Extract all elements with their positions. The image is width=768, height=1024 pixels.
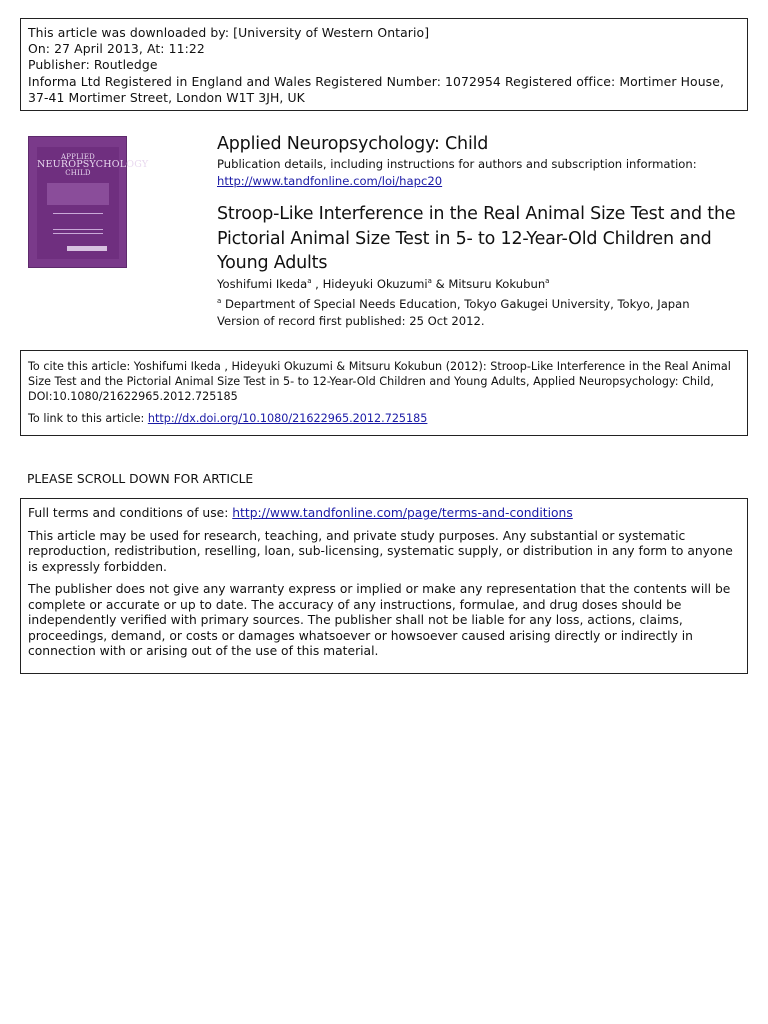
- terms-link[interactable]: http://www.tandfonline.com/page/terms-and-conditions: [232, 506, 573, 520]
- cover-title: [37, 153, 149, 177]
- citation-text: To cite this article: Yoshifumi Ikeda , Hideyuki Okuzumi & Mitsuru Kokubun (2012): Stroop-Like Interference in the Real Animal Size Test and the Pictorial Animal Size Test in 5- to 12-Year-Old Children and Young Adults, Applied Neuropsychology: Child, DOI:10.1080/21622965.2012.725185: [28, 360, 731, 403]
- cover-text-line: [53, 233, 103, 234]
- download-notice-box: [20, 18, 748, 111]
- journal-title: Applied Neuropsychology: Child: [217, 134, 489, 154]
- disclaimer-paragraph: The publisher does not give any warranty express or implied or make any representation that the contents will be complete or accurate or up to date. The accuracy of any instructions, formulae, and drug doses should be independently verified with primary sources. The publisher shall not be liable for any loss, actions, claims, proceedings, demand, or costs or damages whatsoever or howsoever caused arising directly or indirectly in connection with or arising out of the use of this material.: [28, 582, 731, 658]
- citation-box: [20, 350, 748, 436]
- affiliation-text: Department of Special Needs Education, Tokyo Gakugei University, Tokyo, Japan: [224, 297, 690, 311]
- affiliation-marker: a: [217, 297, 222, 305]
- doi-link[interactable]: http://dx.doi.org/10.1080/21622965.2012.725185: [147, 412, 428, 425]
- cover-text-line: [53, 213, 103, 214]
- cover-text-line: [53, 229, 103, 230]
- usage-paragraph: This article may be used for research, teaching, and private study purposes. Any substantial or systematic reproduction, redistribution, reselling, loan, sub-licensing, systematic supply, or distribution in any form to anyone is expressly forbidden.: [28, 528, 733, 574]
- author-name: Hideyuki Okuzumi: [322, 277, 428, 291]
- affiliation-marker: a: [427, 277, 432, 285]
- cover-title-big: NEUROPSYCHOLOGY: [37, 159, 149, 170]
- affiliation: [217, 297, 690, 312]
- scroll-note: PLEASE SCROLL DOWN FOR ARTICLE: [27, 472, 254, 486]
- terms-box: [20, 498, 748, 674]
- author-name: Yoshifumi Ikeda: [217, 277, 308, 291]
- version-of-record: Version of record first published: 25 Oct 2012.: [217, 314, 485, 328]
- article-link-label: To link to this article:: [28, 412, 145, 425]
- cover-publisher-logo: [67, 246, 107, 251]
- author-name: Mitsuru Kokubun: [448, 277, 546, 291]
- article-link-line: [28, 411, 740, 426]
- cover-graphic: [47, 183, 109, 205]
- registration-line: Informa Ltd Registered in England and Wales Registered Number: 1072954 Registered office: Mortimer House,: [28, 73, 724, 89]
- author-list: Yoshifumi Ikeda$^a$ , Hideyuki Okuzumi$^a$ & Mitsuru Kokubun$^a$: [217, 277, 550, 291]
- affiliation-marker: a: [545, 277, 550, 285]
- download-notice-line: This article was downloaded by: [University of Western Ontario]: [28, 25, 430, 40]
- journal-link[interactable]: http://www.tandfonline.com/loi/hapc20: [217, 174, 443, 188]
- cover-inner-panel: [37, 147, 149, 259]
- affiliation-marker: a: [307, 277, 312, 285]
- address-line: 37-41 Mortimer Street, London W1T 3JH, UK: [28, 89, 305, 105]
- terms-label: Full terms and conditions of use:: [28, 506, 229, 520]
- article-title: Stroop-Like Interference in the Real Animal Size Test and the Pictorial Animal Size Test in 5- to 12-Year-Old Children and Young Adults: [217, 204, 736, 273]
- publisher-line: Publisher: Routledge: [28, 57, 158, 73]
- publication-details: Publication details, including instructions for authors and subscription information:: [217, 157, 697, 171]
- cover-title-small: APPLIED: [60, 153, 95, 161]
- journal-cover-image: [28, 136, 149, 268]
- download-date-line: On: 27 April 2013, At: 11:22: [28, 41, 205, 57]
- terms-line: [28, 506, 740, 522]
- cover-subtitle: CHILD: [65, 169, 91, 177]
